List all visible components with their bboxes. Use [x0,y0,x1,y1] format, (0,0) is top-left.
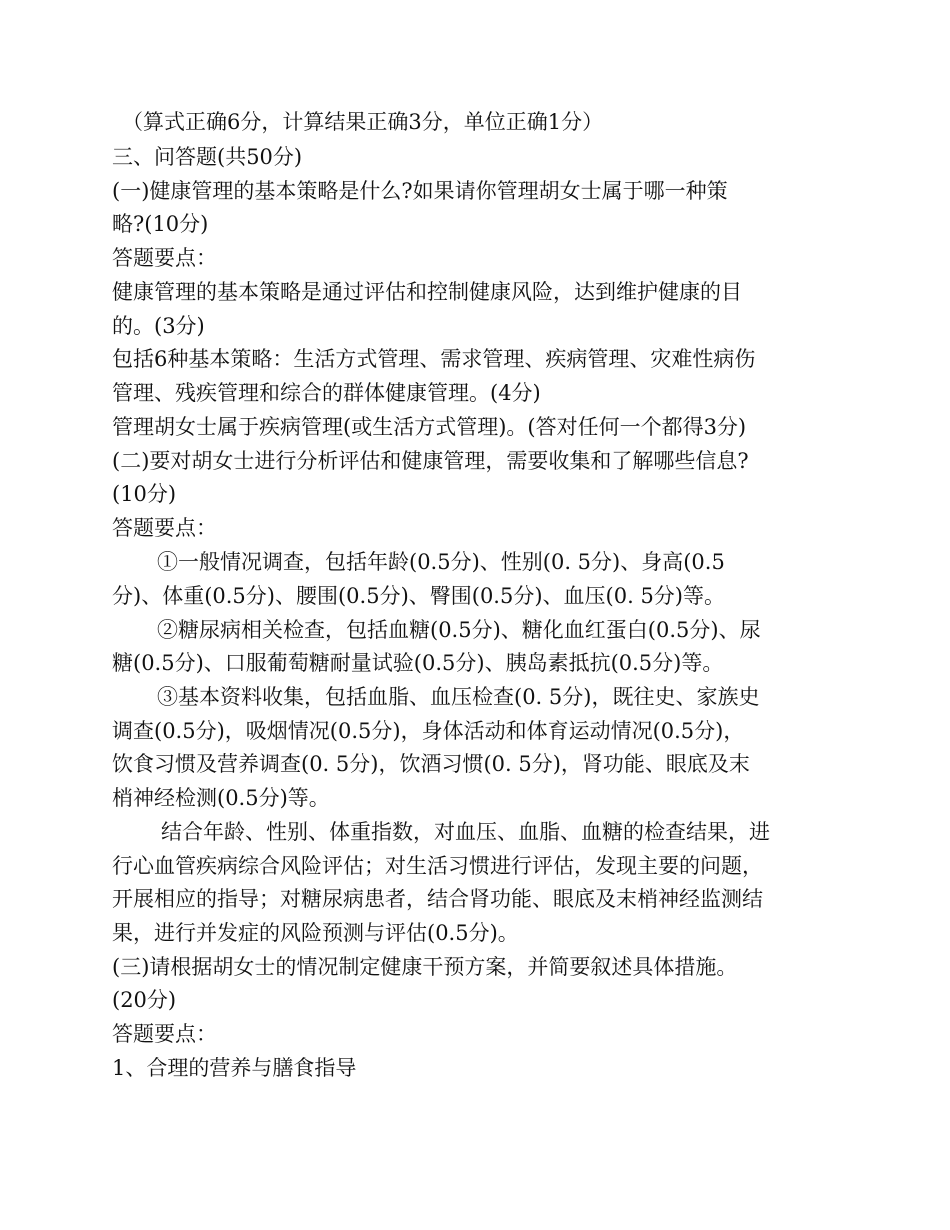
answer-3-item-1-heading: 1、合理的营养与膳食指导 [112,1056,357,1080]
answer-2-item-3-line-4: 梢神经检测(0.5分)等。 [112,786,330,810]
answer-2-item-3-line-3: 饮食习惯及营养调查(0. 5分)，饮酒习惯(0. 5分)，肾功能、眼底及末 [112,752,750,776]
answer-2-item-1-line-1: ①一般情况调查，包括年龄(0.5分)、性别(0. 5分)、身高(0.5 [157,550,725,574]
question-3-line-2: (20分) [112,988,177,1012]
answer-2-item-3-line-1: ③基本资料收集，包括血脂、血压检查(0. 5分)，既往史、家族史 [157,685,760,709]
question-2-line-1: (二)要对胡女士进行分析评估和健康管理，需要收集和了解哪些信息? [112,449,749,473]
answer-1-line-4: 管理、残疾管理和综合的群体健康管理。(4分) [112,381,541,405]
answer-2-item-2-line-2: 糖(0.5分)、口服葡萄糖耐量试验(0.5分)、胰岛素抵抗(0.5分)等。 [112,651,724,675]
answer-1-line-2: 的。(3分) [112,314,205,338]
answer-2-summary-line-4: 果，进行并发症的风险预测与评估(0.5分)。 [112,921,519,945]
answer-2-summary-line-3: 开展相应的指导；对糖尿病患者，结合肾功能、眼底及末梢神经监测结 [112,887,763,911]
answer-2-item-2-line-1: ②糖尿病相关检查，包括血糖(0.5分)、糖化血红蛋白(0.5分)、尿 [157,618,761,642]
answer-1-line-3: 包括6种基本策略：生活方式管理、需求管理、疾病管理、灾难性病伤 [112,347,756,371]
answer-1-line-1: 健康管理的基本策略是通过评估和控制健康风险，达到维护健康的目 [112,280,742,304]
answer-2-summary-line-1: 结合年龄、性别、体重指数，对血压、血脂、血糖的检查结果，进 [161,820,770,844]
answer-2-item-1-line-2: 分)、体重(0.5分)、腰围(0.5分)、臀围(0.5分)、血压(0. 5分)等。 [112,584,725,608]
answer-1-line-5: 管理胡女士属于疾病管理(或生活方式管理)。(答对任何一个都得3分) [112,415,747,439]
question-3-line-1: (三)请根据胡女士的情况制定健康干预方案，并简要叙述具体措施。 [112,955,738,979]
scoring-note-line: （算式正确6分，计算结果正确3分，单位正确1分） [122,110,604,134]
answer-key-label-2: 答题要点： [112,516,217,540]
section-heading-questions: 三、问答题(共50分) [112,145,303,169]
answer-key-label-3: 答题要点： [112,1022,217,1046]
question-1-line-2: 略?(10分) [112,212,209,236]
question-1-line-1: (一)健康管理的基本策略是什么?如果请你管理胡女士属于哪一种策 [112,179,728,203]
answer-2-item-3-line-2: 调查(0.5分)，吸烟情况(0.5分)，身体活动和体育运动情况(0.5分)， [112,719,745,743]
answer-2-summary-line-2: 行心血管疾病综合风险评估；对生活习惯进行评估，发现主要的问题， [112,854,763,878]
answer-key-label-1: 答题要点： [112,246,217,270]
question-2-line-2: (10分) [112,482,177,506]
